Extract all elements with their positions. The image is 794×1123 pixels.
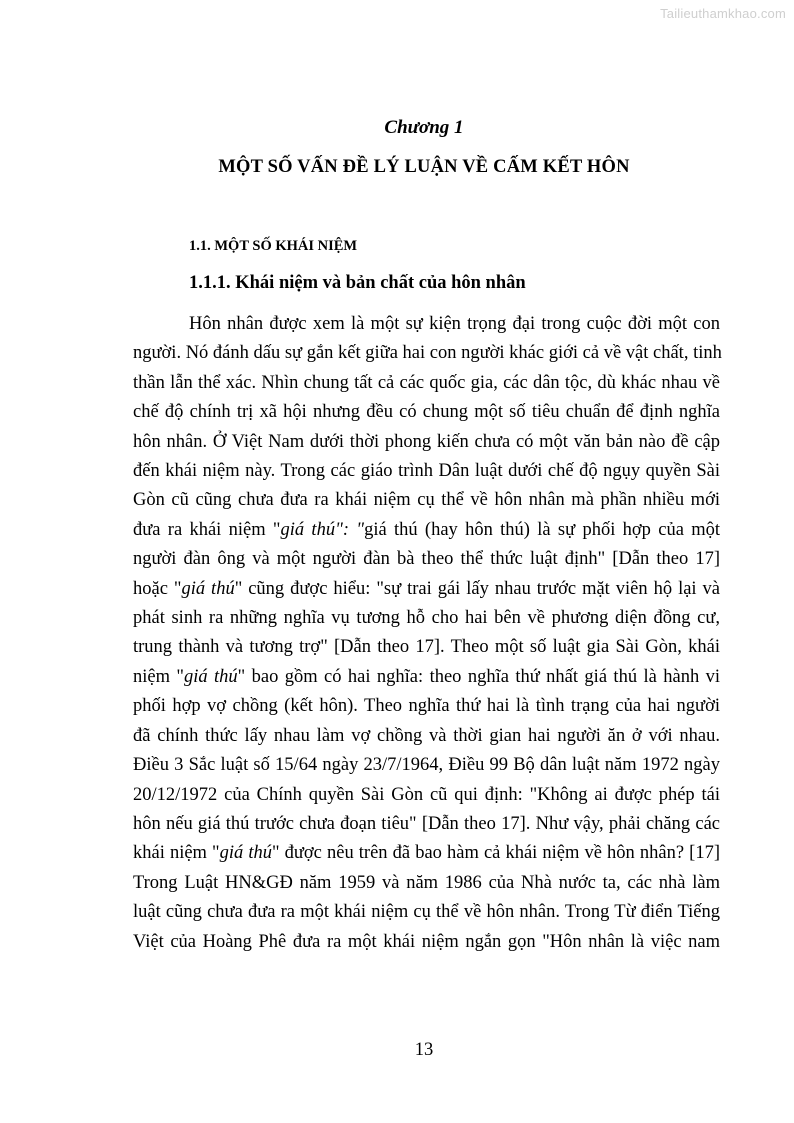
paragraph-line: hôn nếu giá thú trước chưa đoạn tiêu" [Dẫn theo 17]. Như vậy, phải chăng các	[133, 813, 720, 834]
paragraph-line: đã chính thức lấy nhau làm vợ chồng và thời gian hai người ăn ở với nhau.	[133, 725, 720, 746]
paragraph-line: khái niệm "giá thú" được nêu trên đã bao hàm cả khái niệm về hôn nhân? [17]	[133, 843, 720, 864]
paragraph-line: người đàn ông và một người đàn bà theo thể thức luật định" [Dẫn theo 17]	[133, 549, 720, 570]
paragraph-line: chế độ chính trị xã hội nhưng đều có chung một số tiêu chuẩn để định nghĩa	[133, 402, 720, 423]
paragraph-line: phát sinh ra những nghĩa vụ tương hỗ cho hai bên về phương diện đồng cư,	[133, 608, 720, 629]
paragraph-line: 20/12/1972 của Chính quyền Sài Gòn cũ qui định: "Không ai được phép tái	[133, 784, 720, 805]
watermark-text: Tailieuthamkhao.com	[660, 6, 786, 21]
paragraph-line: Trong Luật HN&GĐ năm 1959 và năm 1986 của Nhà nước ta, các nhà làm	[133, 872, 720, 893]
paragraph-line: Gòn cũ cũng chưa đưa ra khái niệm cụ thể về hôn nhân mà phần nhiều mới	[133, 490, 720, 511]
section-heading-1-1-1: 1.1.1. Khái niệm và bản chất của hôn nhân	[189, 273, 526, 293]
paragraph-line: trung thành và tương trợ" [Dẫn theo 17]. Theo một số luật gia Sài Gòn, khái	[133, 637, 720, 658]
italic-term: giá thú	[219, 843, 272, 864]
italic-term: giá thú": "	[280, 519, 365, 540]
body-paragraph	[133, 310, 720, 957]
paragraph-line: niệm "giá thú" bao gồm có hai nghĩa: theo nghĩa thứ nhất giá thú là hành vi	[133, 666, 721, 687]
italic-term: giá thú	[183, 666, 238, 687]
section-heading-1-1: 1.1. MỘT SỐ KHÁI NIỆM	[189, 238, 358, 254]
paragraph-line: Việt của Hoàng Phê đưa ra một khái niệm ngắn gọn "Hôn nhân là việc nam	[133, 931, 720, 952]
paragraph-line: luật cũng chưa đưa ra một khái niệm cụ thể về hôn nhân. Trong Từ điển Tiếng	[133, 902, 720, 923]
paragraph-line: Hôn nhân được xem là một sự kiện trọng đại trong cuộc đời một con	[189, 314, 720, 334]
chapter-heading: Chương 1	[384, 117, 464, 138]
italic-term: giá thú	[181, 578, 235, 599]
paragraph-line: đến khái niệm này. Trong các giáo trình Dân luật dưới chế độ ngụy quyền Sài	[133, 461, 720, 482]
paragraph-line: người. Nó đánh dấu sự gắn kết giữa hai con người khác giới cả về vật chất, tinh	[133, 343, 722, 364]
chapter-title: MỘT SỐ VẤN ĐỀ LÝ LUẬN VỀ CẤM KẾT HÔN	[218, 157, 630, 177]
paragraph-line: thần lẫn thể xác. Nhìn chung tất cả các quốc gia, các dân tộc, dù khác nhau về	[133, 372, 720, 393]
paragraph-line: phối hợp vợ chồng (kết hôn). Theo nghĩa thứ hai là tình trạng của hai người	[133, 696, 720, 717]
paragraph-line: Điều 3 Sắc luật số 15/64 ngày 23/7/1964, Điều 99 Bộ dân luật năm 1972 ngày	[133, 755, 720, 776]
paragraph-line: đưa ra khái niệm "giá thú": "giá thú (hay hôn thú) là sự phối hợp của một	[133, 519, 720, 540]
paragraph-line: hoặc "giá thú" cũng được hiểu: "sự trai gái lấy nhau trước mặt viên hộ lại và	[133, 578, 720, 599]
paragraph-line: hôn nhân. Ở Việt Nam dưới thời phong kiến chưa có một văn bản nào đề cập	[133, 431, 720, 452]
page-number: 13	[414, 1040, 434, 1060]
